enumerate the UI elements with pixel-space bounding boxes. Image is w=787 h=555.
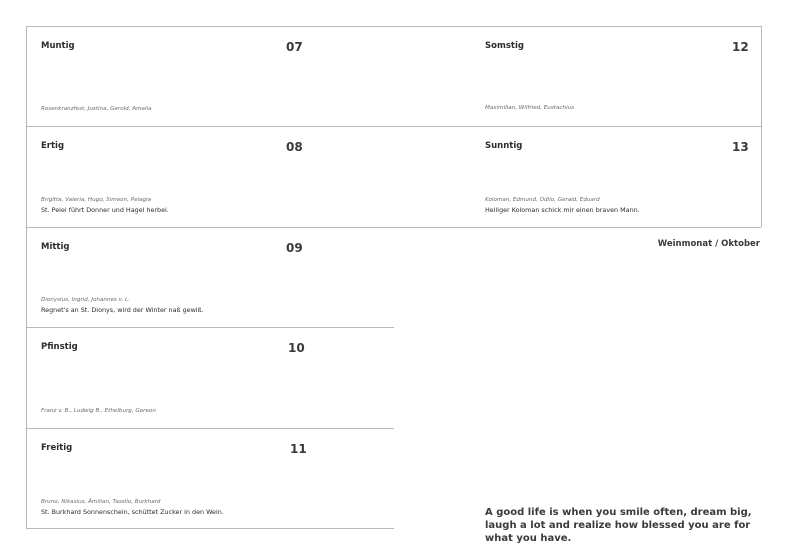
name-days: Rosenkranzfest, Justina, Gerold, Amalia <box>41 106 152 112</box>
day-name: Muntig <box>41 41 75 51</box>
weather-saying: St. Burkhard Sonnenschein, schüttet Zucker in den Wein. <box>41 508 224 516</box>
day-cell-friday <box>26 428 394 528</box>
day-cell-tuesday <box>26 126 394 227</box>
day-name: Mittig <box>41 242 70 252</box>
day-cell-wednesday <box>26 227 394 327</box>
day-name: Pfinstig <box>41 342 78 352</box>
day-name: Sunntig <box>485 141 523 151</box>
day-name: Freitig <box>41 443 73 453</box>
name-days: Koloman, Edmund, Odilo, Gerald, Eduard <box>485 197 600 203</box>
quote-text: A good life is when you smile often, dream big, laugh a lot and realize how blessed you are for what you have. <box>485 507 752 544</box>
weather-saying: St. Pelei führt Donner und Hagel herbei. <box>41 206 169 214</box>
month-title: Weinmonat / Oktober <box>657 239 760 249</box>
day-cell-thursday <box>26 327 394 428</box>
day-number: 11 <box>290 442 307 456</box>
day-number: 08 <box>286 140 303 154</box>
day-cell-monday <box>26 26 394 126</box>
day-number: 12 <box>732 40 749 54</box>
weather-saying: Heiliger Koloman schick mir einen braven Mann. <box>485 206 640 214</box>
name-days: Dionysius, Ingrid, Johannes v. L. <box>41 297 130 303</box>
day-number: 07 <box>286 40 303 54</box>
name-days: Brigitta, Valeria, Hugo, Simeon, Pelagia <box>41 197 152 203</box>
name-days: Franz v. B., Ludwig B., Ethelburg, Gereon <box>41 408 156 414</box>
name-days: Bruno, Nikasius, Ämilian, Tassilo, Burkhard <box>41 499 161 505</box>
day-number: 10 <box>288 341 305 355</box>
day-name: Ertig <box>41 141 65 151</box>
day-cell-sunday <box>470 126 761 227</box>
day-number: 13 <box>732 140 749 154</box>
day-cell-saturday <box>470 26 761 126</box>
weather-saying: Regnet's an St. Dionys, wird der Winter naß gewiß. <box>41 306 204 314</box>
name-days: Maximilian, Wilfried, Eustachius <box>485 105 575 111</box>
bottom-border <box>26 528 394 529</box>
day-number: 09 <box>286 241 303 255</box>
day-name: Somstig <box>485 41 524 51</box>
right-border <box>761 26 762 227</box>
